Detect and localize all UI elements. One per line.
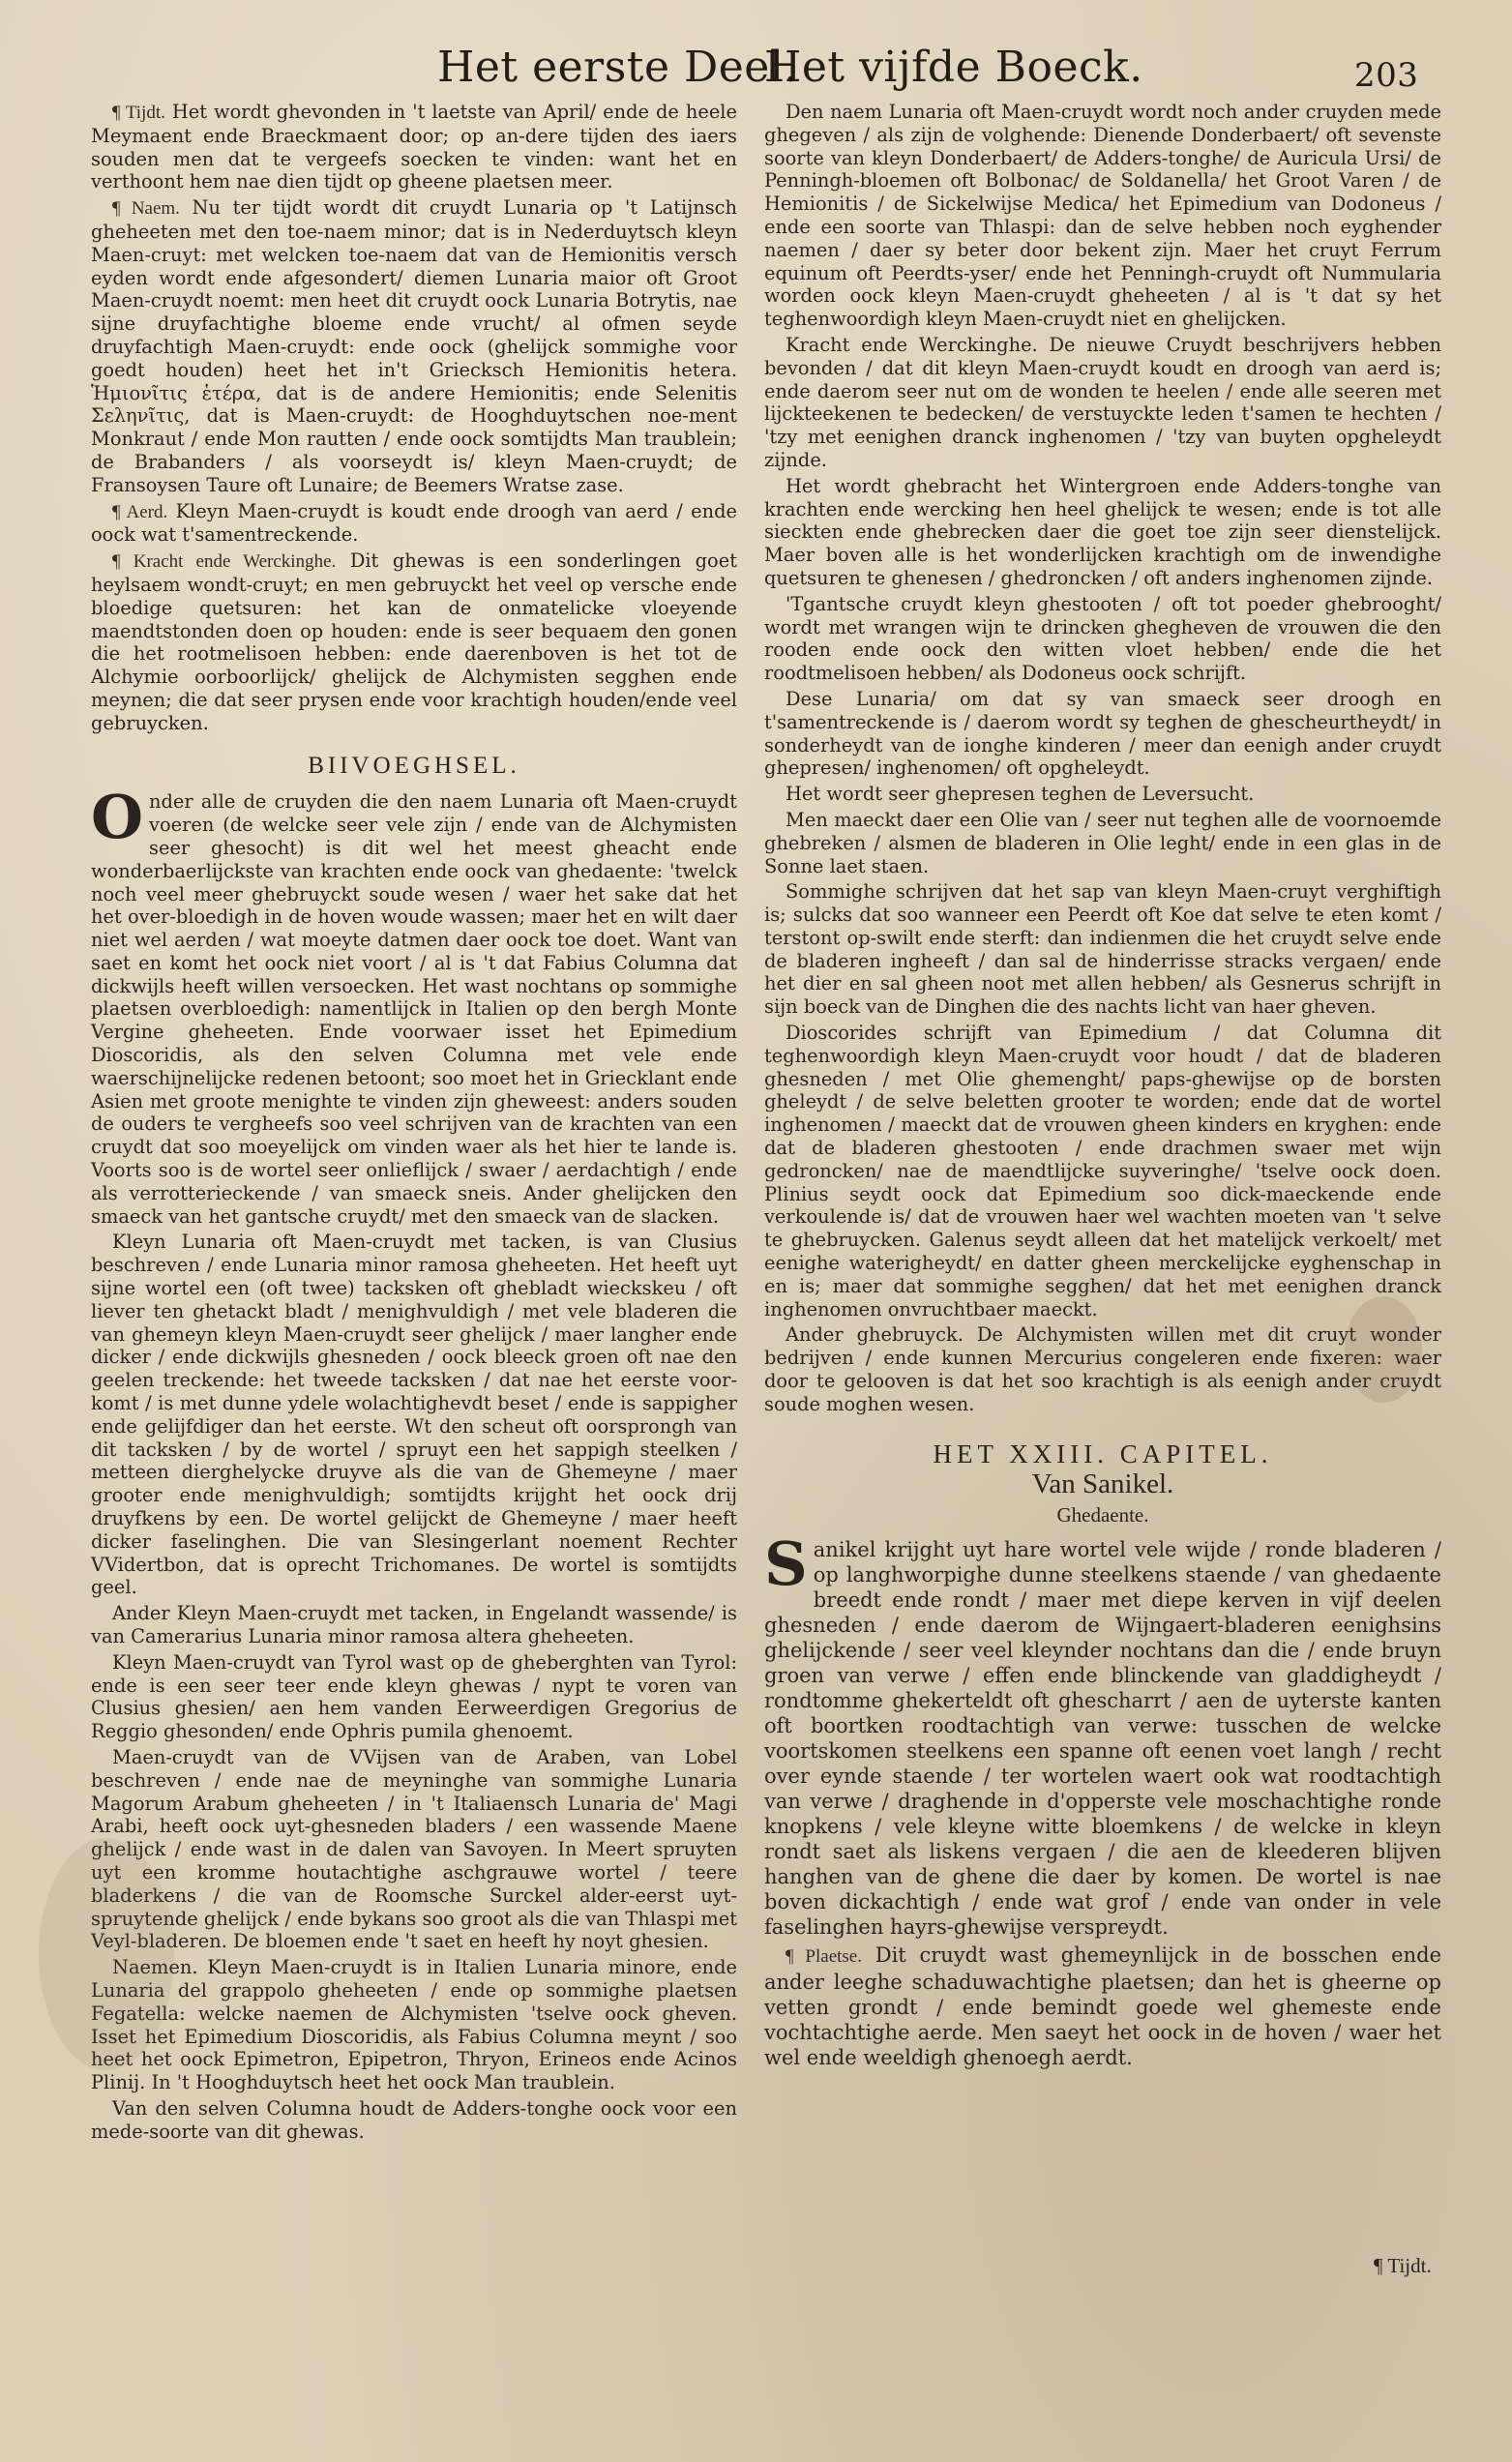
paragraph-kracht <box>91 549 737 734</box>
paragraph-dese-lunaria: Dese Lunaria/ om dat sy van smaeck seer droogh en t'samentreckende is / daerom wordt sy teghen de ghescheurtheydt/ in sonderheydt van de ionghe kinderen / meer dan eenigh ander cruydt ghepresen/ inghenomen/ oft opgheleydt. <box>764 687 1441 780</box>
paragraph-text: in Engelandt wassende/ is van Camerarius Lunaria minor ramosa altera gheheeten. <box>91 1602 737 1647</box>
chapter-subtitle: Van Sanikel. <box>1031 1468 1174 1500</box>
inline-label: Naemen. <box>112 1956 198 1979</box>
paragraph-aerd <box>91 500 737 548</box>
paragraph-tyrol <box>91 1651 737 1743</box>
paragraph-ander-ghebruyck <box>764 1323 1441 1415</box>
paragraph-text: Kleyn Maen-cruydt is in Italien Lunaria minore, ende Lunaria del grappolo gheheeten / ende op sommighe plaetsen Fegatella: welcke naemen de Alchymisten 'tselve oock gheven. Isset het Epimedium Dioscoridis, als Fabius Columna meynt / soo heet het oock Epimetron, Epipetron, Thryon, Erineos ende Acinos Plinij. In 't Hooghduytsch heet het oock Man traublein. <box>91 1956 737 2094</box>
paragraph-adders-tonghe: Van den selven Columna houdt de Adders-tonghe oock voor een mede-soorte van dit ghewas. <box>91 2096 737 2143</box>
paragraph-araben <box>91 1746 737 1953</box>
paragraph-naem-cont: Den naem Lunaria oft Maen-cruydt wordt noch ander cruyden mede ghegeven / als zijn de volghende: Dienende Donderbaert/ oft sevenste soorte van kleyn Donderbaert/ de Adders-tonghe/ de Auricula Ursi/ de Penningh-bloemen oft Bolbonac/ de Soldanella/ het Groot Varen / de Hemionitis / de Sickelwijse Medica/ het Epimedium van Dodoneus / ende een soorte van Thlaspi: dan de selve hebben noch eyghender naemen / daer sy beter door bekent zijn. Maer het cruyt Ferrum equinum oft Peerdts-yser/ ende het Penningh-cruydt oft Nummularia worden oock kleyn Maen-cruydt gheheeten / al is 't dat sy het teghenwoordigh kleyn Maen-cruydt niet en ghelijcken. <box>764 101 1441 331</box>
marginal-label: ¶ Kracht ende Werckinghe. <box>112 551 336 572</box>
paragraph-naem <box>91 196 737 496</box>
running-header-right: Het vijfde Boeck. <box>764 43 1143 92</box>
paragraph-text: De nieuwe Cruydt beschrijvers hebben bevonden / dat dit kleyn Maen-cruydt koudt en droogh van aerd is; ende daerom seer nut om de wonden te heelen / ende alle seeren met lijckteekenen te bedecken/ de verstuyckte leden t'samen te hechten / 'tzy met eenighen dranck inghenomen / 'tzy van buyten opgheleydt zijnde. <box>764 333 1441 471</box>
paragraph-dioscorides: Dioscorides schrijft van Epimedium / dat Columna dit teghenwoordigh kleyn Maen-cruydt voor houdt / dat de bladeren ghesneden / met Olie ghemenght/ paps-ghewijse op de borsten gheleydt / de selve beletten grooter te worden; ende dat de wortel inghenomen / maeckt dat de vrouwen gheen kinders en kryghen: ende dat de bladeren ghestooten / ende drachmen swaer met wijn gedroncken/ nae de maendtlijcke suyveringhe/ 'tselve oock doen. Plinius seydt oock dat Epimedium soo dick-maeckende ende verkoulende is/ dat de vrouwen haer wel wachten moeten van 't selve te ghebruycken. Galenus seydt alleen dat het matelijck verkoelt/ met eenighe waterigheydt/ en datter gheen merckelijcke eyghenschap in en is; maer dat sommighe segghen/ dat het met eenighen dranck inghenomen onvruchtbaer maeckt. <box>764 1022 1441 1320</box>
marginal-label: ¶ Tijdt. <box>112 103 165 123</box>
bijvoeghsel-heading: BIIVOEGHSEL. <box>308 752 520 779</box>
paragraph-naemen <box>91 1956 737 2094</box>
paragraph-text: Kleyn Maen-cruydt is koudt ende droogh van aerd / ende oock wat t'samentreckende. <box>91 499 738 547</box>
bijvoeghsel-intro: Onder alle de cruyden die den naem Lunaria oft Maen-cruydt voeren (de welcke seer vele zijn / ende van de Alchymisten seer ghesocht) is dit wel het meest gheacht ende wonderbaerlijckste van krachten ende oock van ghedaente: 'twelck noch veel meer ghebruyckt soude wesen / waer het sake dat het het over-bloedigh in de hoven woude wassen; maer het en wilt daer niet wel aerden / wat moeyte datmen daer oock toe doet. Want van saet en komt het oock niet voort / al is 't dat Fabius Columna dat dickwijls heeft willen versoecken. Het wast nochtans op sommighe plaetsen overbloedigh: namentlijck in Italien op den bergh Monte Vergine gheheeten. Ende voorwaer isset het Epimedium Dioscoridis, als den selven Columna met vele ende waerschijnelijcke redenen betoont; soo moet het in Griecklant ende Asien met groote menighte te vinden zijn gheweest: anders souden de ouders te vergheefs soo veel schrijven van de krachten van een cruydt dat soo moeyelijck om vinden waer als het hier te lande is. Voorts soo is de wortel seer onlieflijck / swaer / aerdachtigh / ende als verrotterieckende / van smaeck sneis. Ander ghelijcken den smaeck van het gantsche cruydt/ met den smaeck van de slacken. <box>91 782 737 1228</box>
paragraph-lunaria-ramosa <box>91 1231 737 1599</box>
paragraph-olie: Men maeckt daer een Olie van / seer nut teghen alle de voornoemde ghebreken / alsmen de bladeren in Olie leght/ ende in een glas in de Sonne laet staen. <box>764 808 1441 877</box>
paragraph-engelandt <box>91 1602 737 1648</box>
inline-label: Ander Kleyn Maen-cruydt met tacken, <box>112 1602 480 1625</box>
paragraph-gantsche: 'Tgantsche cruydt kleyn ghestooten / oft tot poeder ghebrooght/ wordt met wrangen wijn te drincken ghegheven de vrouwen die den rooden ende oock den witten vloet hebben/ ende die het roodtmelisoen hebben/ als Dodoneus oock schrijft. <box>764 592 1441 685</box>
marginal-label: ¶ Naem. <box>112 198 180 219</box>
inline-label: Kracht ende Werckinghe. <box>786 333 1038 356</box>
inline-label: Kleyn Maen-cruydt van Tyrol <box>112 1650 393 1674</box>
left-column <box>91 101 737 2147</box>
paragraph-text: Het wordt ghevonden in 't laetste van April/ ende de heele Meymaent ende Braeckmaent door; op an-dere tijden des iaers souden men dat te vergeefs soecken te vinden: want het en verthoont hem nae dien tijdt op gheene plaetsen meer. <box>91 101 737 193</box>
paper-stain <box>1345 1296 1422 1403</box>
page-number: 203 <box>1354 56 1419 95</box>
paragraph-text: van Lobel beschreven / ende nae de meyninghe van sommighe Lunaria Magorum Arabum gheheeten / in 't Italiaensch Lunaria de' Magi Arabi, heeft oock uyt-ghesneden bladers / een wassende Maene ghelijck / ende wast in de dalen van Savoyen. In Meert spruyten uyt een kromme houtachtighe aschgrauwe wortel / teere bladerkens / die van de Roomsche Surckel alder-eerst uyt-spruytende ghelijck / ende bykans soo groot als die van Thlaspi met Veyl-bladeren. De bloemen ende 't saet en heeft hy noyt ghesien. <box>91 1745 737 1953</box>
paragraph-text: is van Clusius beschreven / ende Lunaria minor ramosa gheheeten. Het heeft uyt sijne wortel een (oft twee) tacksken oft ghebladt wieckskeu / oft liever ten ghetackt bladt / menighvuldigh / met vele bladeren die van ghemeyn kleyn Maen-cruydt seer ghelijck / maer langher ende dicker / ende dickwijls ghesneden / oock bleeck groen oft nae den geelen treckende: het tweede tacksken / dat nae het eerste voor-komt / is met dunne ydele wolachtighevdt beset / ende is sappigher ende gelijfdiger dan het eerste. Wt den scheut oft oorsprongh van dit tacksken / by de wortel / spruyt een het sappigh steelken / metteen dierghelycke druyve als die van de Ghemeyne / maer grooter ende menighvuldigh; somtijdts krijght het oock drij druyfkens by een. De wortel gelijckt de Ghemeyne / maer heeft dicker faselinghen. Die van Slesingerlant noement Rechter VVidertbon, dat is oprecht Trichomanes. De wortel is somtijdts geel. <box>91 1231 737 1599</box>
inline-label: Ander ghebruyck. <box>786 1323 964 1347</box>
inline-label: Maen-cruydt van de VVijsen van de Araben, <box>112 1745 611 1768</box>
paper-stain <box>39 1838 174 2070</box>
paragraph-text: Nu ter tijdt wordt dit cruydt Lunaria op 't Latijnsch gheheeten met den toe-naem minor; dat is in Nederduytsch kleyn Maen-cruyt: met welcken toe-naem dat van de Hemionitis versch eyden wordt ende afgesondert/ diemen Lunaria maior oft Groot Maen-cruydt noemt: men heet dit cruydt oock Lunaria Botrytis, nae sijne druyfachtighe bloeme ende vrucht/ al ofmen seyde druyfachtigh Maen-cruydt: ende oock (ghelijck sommighe voor goedt houden) heet het in't Griecksch Hemionitis hetera. Ἡμιονῖτις ἑτέρα, dat is de andere Hemionitis; ende Selenitis Σεληνῖτις, dat is Maen-cruydt: de Hooghduytschen noe-ment Monkraut / ende Mon rautten / ende oock somtijdts Man traublein; de Brabanders / als voorseydt is/ kleyn Maen-cruydt; de Fransoysen Taure oft Lunaire; de Beemers Wratse zase. <box>91 196 738 496</box>
paragraph-wintergroen: Het wordt ghebracht het Wintergroen ende Adders-tonghe van krachten ende wercking hen heel ghelijck te wesen; ende is tot alle sieckten ende ghebrecken daer die goet toe zijn seer dienstelijck. Maer boven alle is het wonderlijcken krachtigh om de inwendighe quetsuren te ghenesen / ghedroncken / oft anders inghenomen zijnde. <box>764 474 1441 589</box>
paragraph-tijdt <box>91 101 737 193</box>
paragraph-kracht-right <box>764 334 1441 472</box>
right-column <box>764 101 1441 2073</box>
section-ghedaente: Ghedaente. <box>1056 1503 1149 1528</box>
paragraph-text: De Alchymisten willen met dit cruyt wonder bedrijven / ende kunnen Mercurius congeleren ende fixeren: waer door te gelooven is dat het soo krachtigh is als eenigh ander cruydt soude moghen wesen. <box>764 1323 1441 1415</box>
chapter-title: HET XXIII. CAPITEL. <box>933 1439 1273 1468</box>
inline-label: Kleyn Lunaria oft Maen-cruydt met tacken, <box>112 1231 572 1254</box>
marginal-label: ¶ Aerd. <box>112 502 167 522</box>
paragraph-sommighe: Sommighe schrijven dat het sap van kleyn Maen-cruyt verghiftigh is; sulcks dat soo wanneer een Peerdt oft Koe dat selve te eten komt / terstont op-swilt ende sterft: dan indienmen die het cruydt selve ende de bladeren ingheeft / dan sal de hinderrisse stracks vergaen/ ende het dier en sal gheen noot met allen hebben/ als Gesnerus schrijft in sijn boeck van de Dinghen die des nachts licht van haer gheven. <box>764 880 1441 1019</box>
paragraph-text: wast op de gheberghten van Tyrol: ende is een seer teer ende kleyn ghewas / nypt te voren van Clusius ghesien/ aen hem vanden Eerweerdigen Gregorius de Reggio ghesonden/ ende Ophris pumila ghenoemt. <box>91 1650 737 1743</box>
paragraph-plaetse <box>764 1943 1441 2070</box>
catchword: ¶ Tijdt. <box>1374 2254 1432 2277</box>
running-header-left: Het eerste Deel. <box>437 43 798 92</box>
paragraph-leversucht: Het wordt seer ghepresen teghen de Leversucht. <box>786 783 1255 806</box>
paragraph-sanikel: Sanikel krijght uyt hare wortel vele wijde / ronde bladeren / op langhworpighe dunne steelkens staende / van ghedaente breedt ende rondt / maer met diepe kerven in vijf deelen ghesneden / ende daerom de Wijngaert-bladeren eenighsins ghelijckende / seer veel kleynder nochtans dan die / ende bruyn groen van verwe / effen ende blinckende van gladdigheydt / rondtomme ghekerteldt oft ghescharrt / aen de uyterste kanten oft boortken roodtachtigh van verwe: tusschen de welcke voortskomen steelkens een spanne oft eenen voet langh / recht over eynde staende / ter wortelen waert ook wat roodtachtigh van verwe / draghende in d'opperste vele moschachtighe ronde knopkens / vele kleyne witte bloemkens / de welcke in kleyn rondt saet als liskens vergaen / die aen de kleederen blijven hanghen van de ghene die daer by komen. De wortel is nae boven dickachtigh / ende wat grof / ende van onder in vele faselinghen hayrs-ghewijse verspreydt. <box>764 1528 1441 1940</box>
paragraph-text: Dit cruydt wast ghemeynlijck in de bosschen ende ander leeghe schaduwachtighe plaetsen; dan het is gheerne op vetten grondt / ende bemindt goede wel ghemeste ende vochtachtighe aerde. Men saeyt het oock in de hoven / waer het wel ende weeldigh ghenoegh aerdt. <box>764 1943 1441 2070</box>
paragraph-text: Dit ghewas is een sonderlingen goet heylsaem wondt-cruyt; en men gebruyckt het veel op versche ende bloedige quetsuren: het kan de onmatelicke vloeyende maendtstonden doen op houden: ende is seer bequaem den gonen die het rootmelisoen hebben: ende daerenboven is het tot de Alchymie oorboorlijck/ ghelijck de Alchymisten segghen ende meynen; die dat seer prysen ende voor krachtigh houden/ende veel gebruycken. <box>91 549 737 734</box>
marginal-label: ¶ Plaetse. <box>786 1946 862 1967</box>
